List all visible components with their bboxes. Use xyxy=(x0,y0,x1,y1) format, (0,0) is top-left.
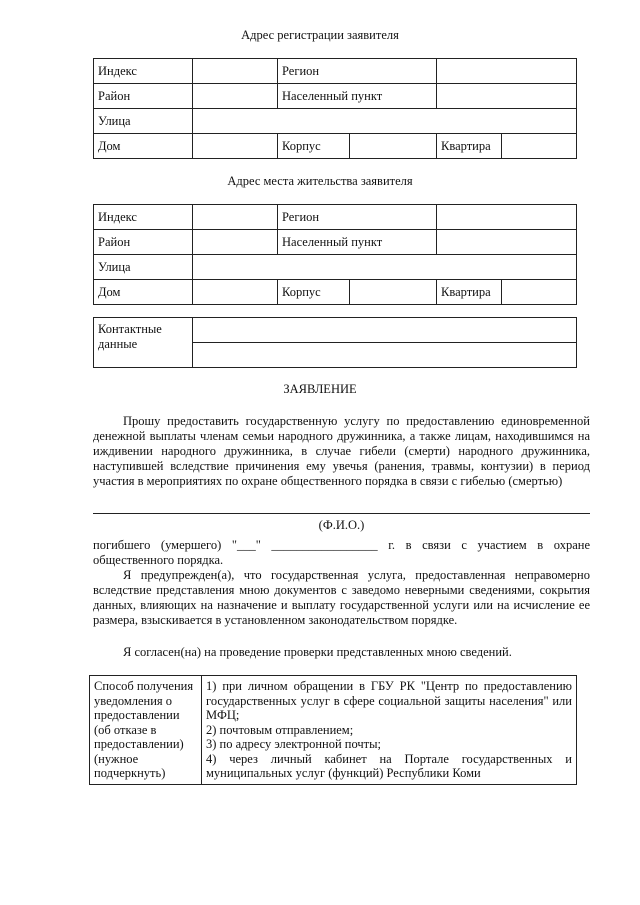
contacts-table xyxy=(93,317,577,368)
statement-paragraph-3: Я предупрежден(а), что государственная услуга, предоставленная неправомерно вследствие представления мною документов с заведомо неверными сведениями, сокрытия данных, влияющих на назначение и выплату государственной услуги или на исчисление ее размера, взыскивается в установленном законодательством порядке. xyxy=(93,568,590,627)
fio-label: (Ф.И.О.) xyxy=(318,518,365,532)
res-apartment-label: Квартира xyxy=(437,280,502,305)
res-house-label: Дом xyxy=(94,280,193,305)
reg-apartment-field[interactable] xyxy=(502,134,577,159)
contacts-field-2[interactable] xyxy=(193,343,577,368)
statement-title: ЗАЯВЛЕНИЕ xyxy=(283,382,357,396)
notification-option-portal[interactable]: 4) через личный кабинет на Портале государственных и муниципальных услуг (функций) Республики Коми xyxy=(206,751,572,780)
reg-house-field[interactable] xyxy=(193,134,278,159)
res-region-label: Регион xyxy=(278,205,437,230)
reg-district-label: Район xyxy=(94,84,193,109)
contacts-field-1[interactable] xyxy=(193,318,577,343)
notification-option-in-person[interactable]: 1) при личном обращении в ГБУ РК "Центр по предоставлению государственных услуг в сфере социальной защиты населения" или МФЦ; xyxy=(206,679,572,722)
statement-paragraph-2: погибшего (умершего) "___" _________________ г. в связи с участием в охране общественного порядка. xyxy=(93,538,590,567)
registration-address-title: Адрес регистрации заявителя xyxy=(241,28,399,42)
contacts-label-line2: данные xyxy=(98,337,138,351)
notification-option-post[interactable]: 2) почтовым отправлением; xyxy=(206,722,354,737)
res-index-label: Индекс xyxy=(94,205,193,230)
contacts-label xyxy=(94,318,193,368)
res-street-label: Улица xyxy=(94,255,193,280)
notification-label-line: уведомления о xyxy=(94,693,173,708)
res-district-label: Район xyxy=(94,230,193,255)
reg-street-field[interactable] xyxy=(193,109,577,134)
reg-district-field[interactable] xyxy=(193,84,278,109)
statement-paragraph-1: Прошу предоставить государственную услугу по предоставлению единовременной денежной выплаты членам семьи народного дружинника, а также лицам, находившимся на иждивении народного дружинника, в случае гибели (смерти) народного дружинника, наступившей вследствие причинения ему увечья (ранения, травмы, контузии) в период участия в мероприятиях по охране общественного порядка в связи с гибелью (смертью) xyxy=(93,414,590,488)
notification-label-line: подчеркнуть) xyxy=(94,766,166,780)
notification-label-line: предоставлении) xyxy=(94,737,184,751)
statement-paragraph-4: Я согласен(на) на проведение проверки представленных мною сведений. xyxy=(123,645,512,659)
res-region-field[interactable] xyxy=(437,205,577,230)
res-building-label: Корпус xyxy=(278,280,350,305)
reg-locality-label: Населенный пункт xyxy=(278,84,437,109)
notification-label-line: Способ получения xyxy=(94,679,194,693)
notification-label-line: предоставлении xyxy=(94,708,180,722)
reg-house-label: Дом xyxy=(94,134,193,159)
res-house-field[interactable] xyxy=(193,280,278,305)
reg-index-field[interactable] xyxy=(193,59,278,84)
registration-address-table xyxy=(93,58,577,159)
residence-address-table xyxy=(93,204,577,305)
reg-region-label: Регион xyxy=(278,59,437,84)
res-locality-field[interactable] xyxy=(437,230,577,255)
res-locality-label: Населенный пункт xyxy=(278,230,437,255)
contacts-label-line1: Контактные xyxy=(98,322,162,336)
reg-building-label: Корпус xyxy=(278,134,350,159)
notification-label-line: (нужное xyxy=(94,751,139,766)
notification-method-table xyxy=(89,675,577,785)
res-apartment-field[interactable] xyxy=(502,280,577,305)
residence-address-title: Адрес места жительства заявителя xyxy=(227,174,413,188)
notification-option-email[interactable]: 3) по адресу электронной почты; xyxy=(206,737,382,751)
notification-method-label xyxy=(90,676,202,785)
res-index-field[interactable] xyxy=(193,205,278,230)
notification-options xyxy=(202,676,577,785)
res-district-field[interactable] xyxy=(193,230,278,255)
reg-region-field[interactable] xyxy=(437,59,577,84)
fio-underline xyxy=(93,513,590,514)
reg-street-label: Улица xyxy=(94,109,193,134)
res-building-field[interactable] xyxy=(350,280,437,305)
reg-locality-field[interactable] xyxy=(437,84,577,109)
notification-label-line: (об отказе в xyxy=(94,722,157,737)
reg-index-label: Индекс xyxy=(94,59,193,84)
reg-building-field[interactable] xyxy=(350,134,437,159)
reg-apartment-label: Квартира xyxy=(437,134,502,159)
res-street-field[interactable] xyxy=(193,255,577,280)
